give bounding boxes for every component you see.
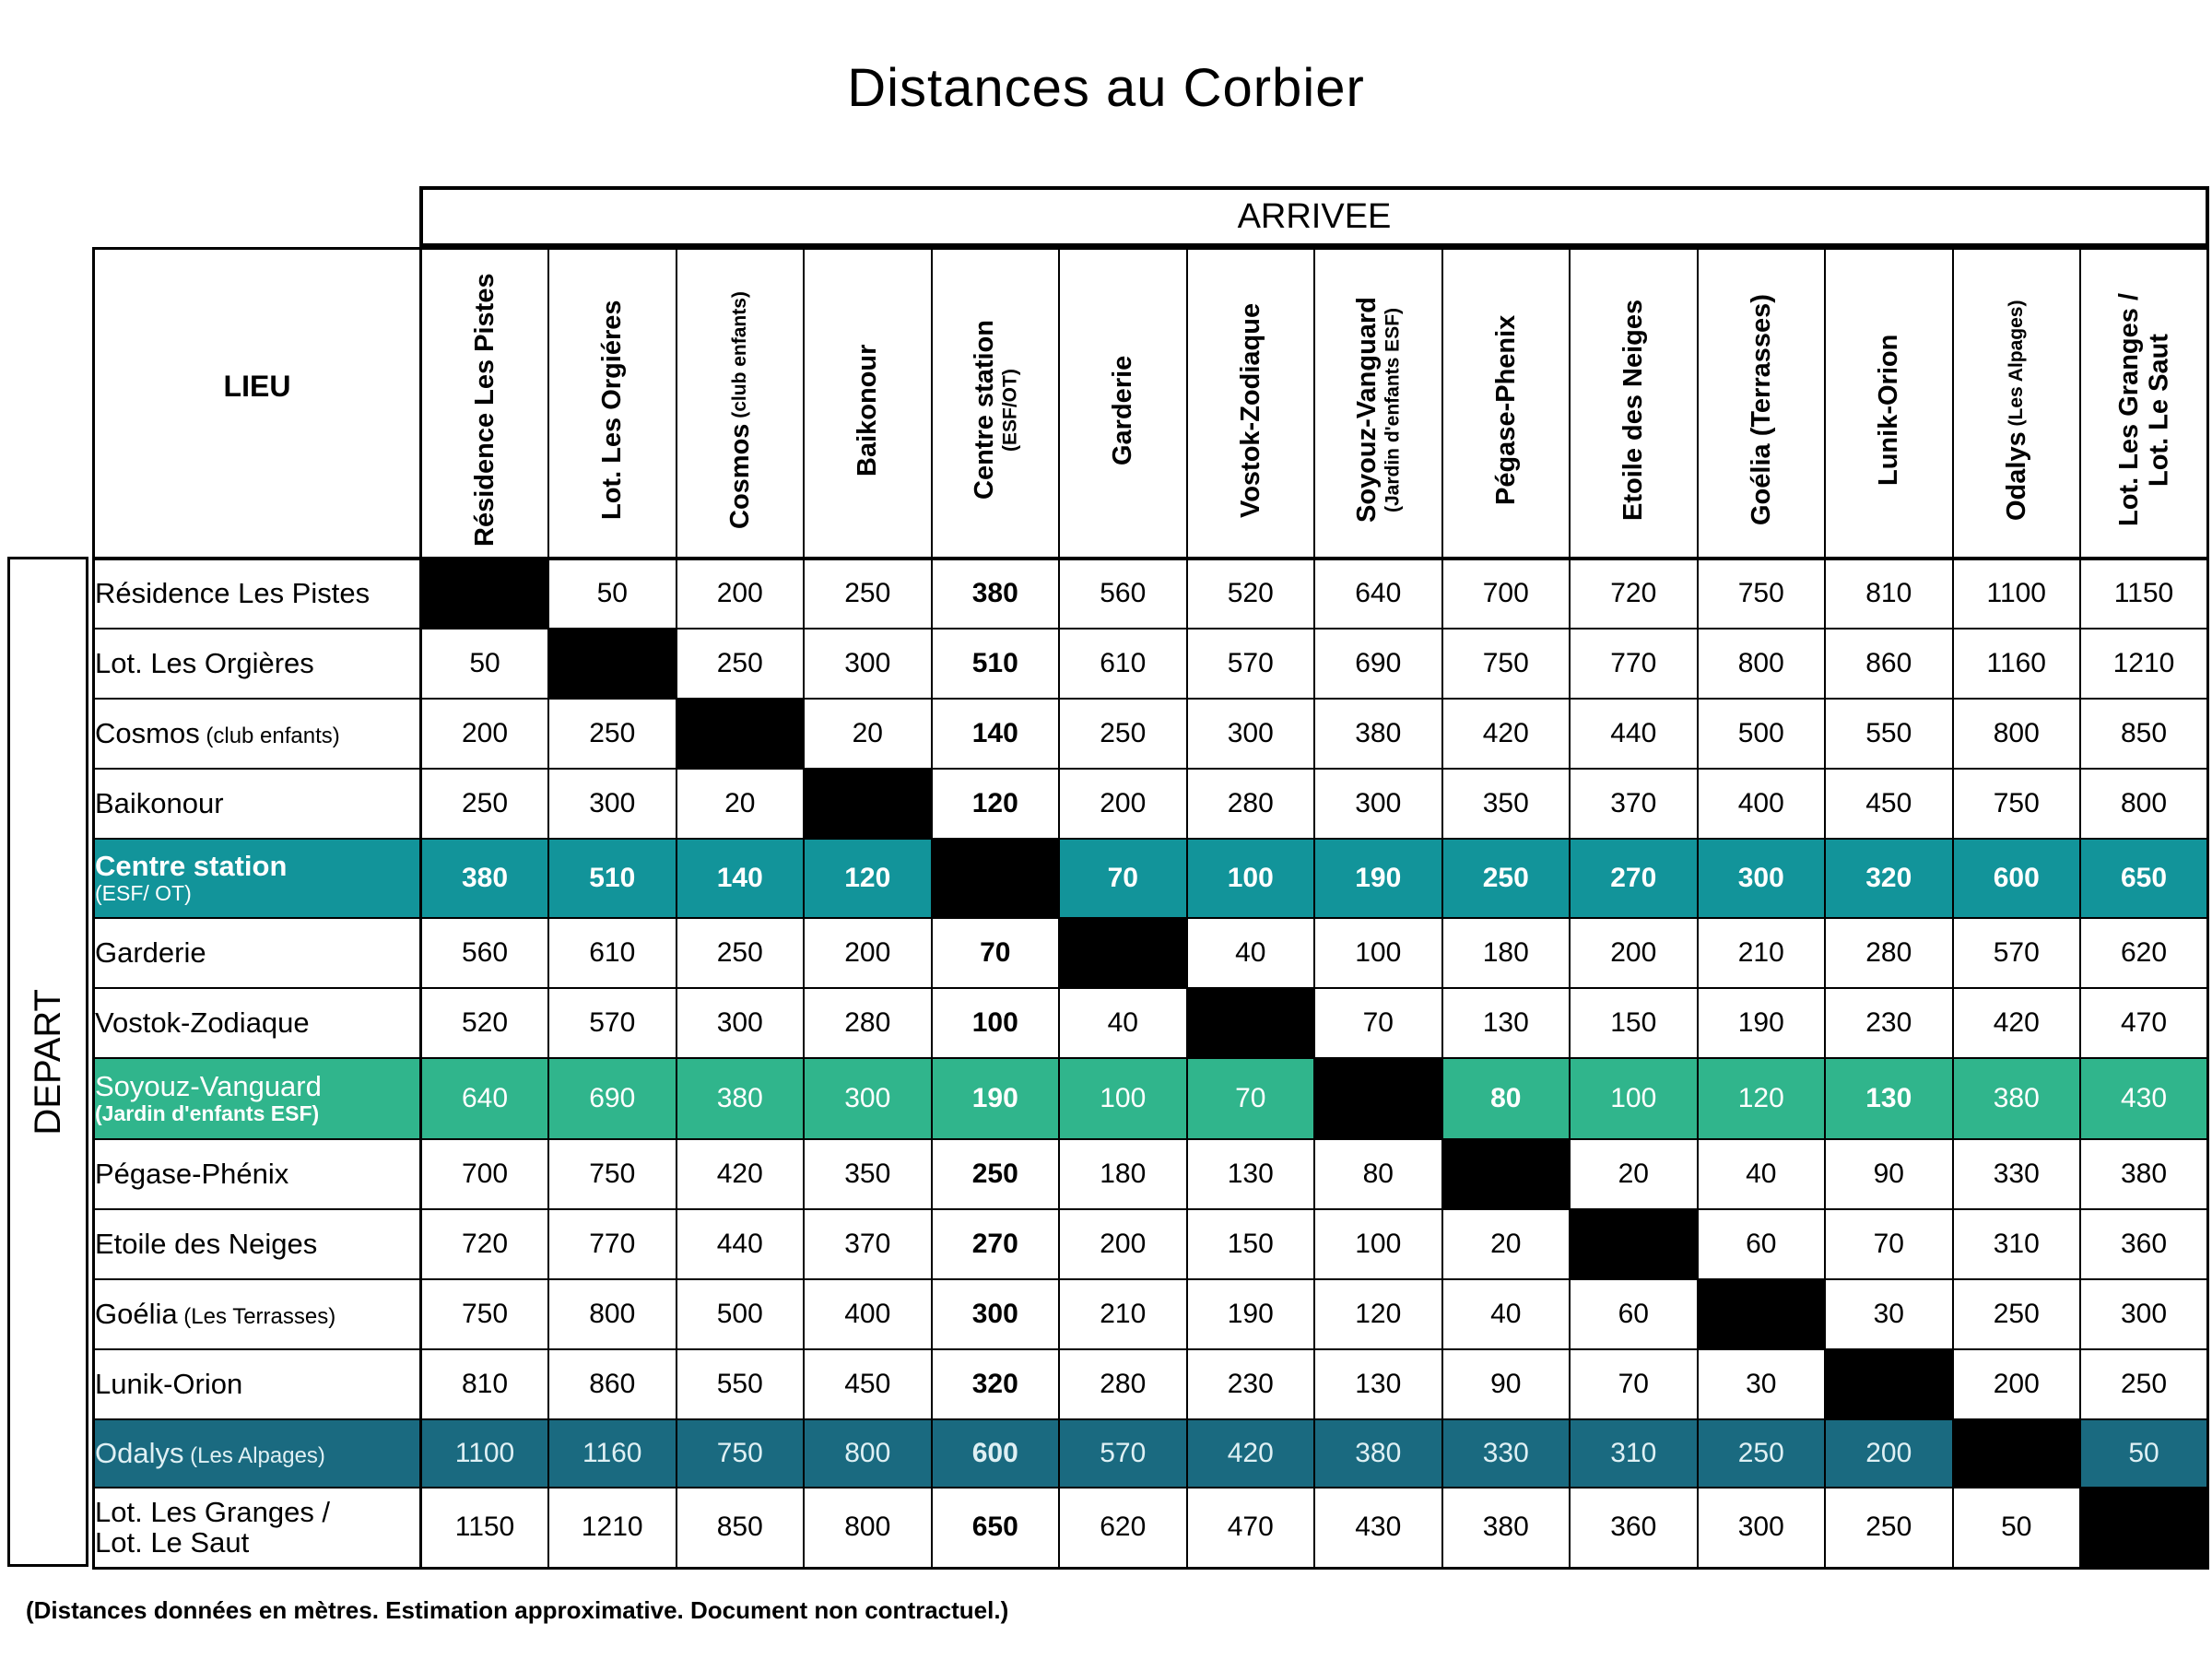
page-title: Distances au Corbier [847, 58, 1365, 118]
distance-cell-3-5: 140 [932, 699, 1060, 769]
distance-cell-5-2: 510 [548, 839, 677, 918]
distance-cell-10-5: 270 [932, 1209, 1060, 1279]
distance-cell-11-3: 500 [677, 1279, 805, 1349]
distance-cell-12-4: 450 [804, 1349, 932, 1419]
table-row-12 [94, 1349, 2208, 1419]
diagonal-cell-12 [1825, 1349, 1953, 1419]
distance-cell-10-1: 720 [421, 1209, 549, 1279]
distance-cell-9-5: 250 [932, 1139, 1060, 1209]
distance-cell-5-11: 300 [1698, 839, 1826, 918]
distance-cell-4-1: 250 [421, 769, 549, 839]
distance-cell-9-6: 180 [1059, 1139, 1187, 1209]
distance-cell-11-8: 120 [1314, 1279, 1442, 1349]
distance-cell-11-9: 40 [1442, 1279, 1571, 1349]
distance-cell-14-8: 430 [1314, 1488, 1442, 1569]
distance-cell-10-4: 370 [804, 1209, 932, 1279]
distance-cell-4-3: 20 [677, 769, 805, 839]
distance-cell-11-10: 60 [1570, 1279, 1698, 1349]
distance-cell-2-10: 770 [1570, 629, 1698, 699]
distance-cell-7-1: 520 [421, 988, 549, 1058]
table-header [94, 249, 2208, 559]
distance-cell-7-13: 420 [1953, 988, 2081, 1058]
distance-cell-5-7: 100 [1187, 839, 1315, 918]
table-row-10 [94, 1209, 2208, 1279]
distance-cell-14-4: 800 [804, 1488, 932, 1569]
row-label-4: Baikonour [94, 769, 421, 839]
distance-cell-12-8: 130 [1314, 1349, 1442, 1419]
distance-cell-2-11: 800 [1698, 629, 1826, 699]
col-header-7: Vostok-Zodiaque [1187, 249, 1315, 559]
distance-cell-4-8: 300 [1314, 769, 1442, 839]
distance-cell-1-5: 380 [932, 559, 1060, 629]
distance-cell-3-8: 380 [1314, 699, 1442, 769]
distance-cell-6-4: 200 [804, 918, 932, 988]
distance-cell-7-14: 470 [2080, 988, 2208, 1058]
distance-cell-9-2: 750 [548, 1139, 677, 1209]
col-header-3: Cosmos (club enfants) [677, 249, 805, 559]
row-label-10: Etoile des Neiges [94, 1209, 421, 1279]
distance-cell-12-9: 90 [1442, 1349, 1571, 1419]
table-row-9 [94, 1139, 2208, 1209]
distance-cell-5-6: 70 [1059, 839, 1187, 918]
diagonal-cell-1 [421, 559, 549, 629]
distance-cell-7-3: 300 [677, 988, 805, 1058]
distance-cell-14-7: 470 [1187, 1488, 1315, 1569]
distance-cell-6-5: 70 [932, 918, 1060, 988]
distance-cell-11-12: 30 [1825, 1279, 1953, 1349]
distance-cell-4-7: 280 [1187, 769, 1315, 839]
distance-cell-11-1: 750 [421, 1279, 549, 1349]
distance-cell-2-14: 1210 [2080, 629, 2208, 699]
distance-cell-12-11: 30 [1698, 1349, 1826, 1419]
distance-cell-5-1: 380 [421, 839, 549, 918]
distance-cell-4-6: 200 [1059, 769, 1187, 839]
distance-cell-8-12: 130 [1825, 1058, 1953, 1139]
distance-cell-1-6: 560 [1059, 559, 1187, 629]
distance-cell-10-12: 70 [1825, 1209, 1953, 1279]
col-header-9: Pégase-Phenix [1442, 249, 1571, 559]
col-header-5: Centre station (ESF/OT) [932, 249, 1060, 559]
distance-cell-13-11: 250 [1698, 1419, 1826, 1488]
arrivee-header-box [419, 186, 2209, 247]
distance-cell-7-8: 70 [1314, 988, 1442, 1058]
distance-cell-14-12: 250 [1825, 1488, 1953, 1569]
distance-cell-8-7: 70 [1187, 1058, 1315, 1139]
table-row-5 [94, 839, 2208, 918]
distance-cell-8-11: 120 [1698, 1058, 1826, 1139]
distance-cell-10-6: 200 [1059, 1209, 1187, 1279]
distance-cell-14-3: 850 [677, 1488, 805, 1569]
distance-cell-3-1: 200 [421, 699, 549, 769]
distance-cell-14-1: 1150 [421, 1488, 549, 1569]
distance-cell-2-7: 570 [1187, 629, 1315, 699]
header-row [94, 249, 2208, 559]
distance-cell-7-5: 100 [932, 988, 1060, 1058]
distance-cell-11-2: 800 [548, 1279, 677, 1349]
col-header-12: Lunik-Orion [1825, 249, 1953, 559]
distance-cell-13-12: 200 [1825, 1419, 1953, 1488]
distance-cell-4-11: 400 [1698, 769, 1826, 839]
table-row-13 [94, 1419, 2208, 1488]
row-label-11: Goélia (Les Terrasses) [94, 1279, 421, 1349]
distance-cell-13-3: 750 [677, 1419, 805, 1488]
distance-cell-1-11: 750 [1698, 559, 1826, 629]
distance-cell-5-4: 120 [804, 839, 932, 918]
table-row-14 [94, 1488, 2208, 1569]
distance-cell-2-9: 750 [1442, 629, 1571, 699]
distance-cell-9-10: 20 [1570, 1139, 1698, 1209]
distance-cell-3-7: 300 [1187, 699, 1315, 769]
row-label-13: Odalys (Les Alpages) [94, 1419, 421, 1488]
distance-cell-11-6: 210 [1059, 1279, 1187, 1349]
distance-cell-3-6: 250 [1059, 699, 1187, 769]
distance-cell-4-5: 120 [932, 769, 1060, 839]
distance-cell-9-14: 380 [2080, 1139, 2208, 1209]
lieu-header-cell: LIEU [94, 249, 421, 559]
distance-cell-10-9: 20 [1442, 1209, 1571, 1279]
distance-cell-11-14: 300 [2080, 1279, 2208, 1349]
distance-cell-4-13: 750 [1953, 769, 2081, 839]
distance-cell-8-2: 690 [548, 1058, 677, 1139]
distance-cell-6-14: 620 [2080, 918, 2208, 988]
distance-cell-10-2: 770 [548, 1209, 677, 1279]
distance-cell-14-2: 1210 [548, 1488, 677, 1569]
distance-cell-10-14: 360 [2080, 1209, 2208, 1279]
distance-cell-12-10: 70 [1570, 1349, 1698, 1419]
distance-cell-9-7: 130 [1187, 1139, 1315, 1209]
distance-cell-10-8: 100 [1314, 1209, 1442, 1279]
distance-cell-5-13: 600 [1953, 839, 2081, 918]
distance-cell-13-14: 50 [2080, 1419, 2208, 1488]
table-row-11 [94, 1279, 2208, 1349]
distance-cell-8-1: 640 [421, 1058, 549, 1139]
distance-cell-14-5: 650 [932, 1488, 1060, 1569]
distance-cell-1-13: 1100 [1953, 559, 2081, 629]
distance-cell-9-4: 350 [804, 1139, 932, 1209]
distance-cell-3-2: 250 [548, 699, 677, 769]
distance-cell-2-1: 50 [421, 629, 549, 699]
distance-cell-3-12: 550 [1825, 699, 1953, 769]
distance-cell-1-9: 700 [1442, 559, 1571, 629]
distance-cell-10-3: 440 [677, 1209, 805, 1279]
distance-cell-6-7: 40 [1187, 918, 1315, 988]
row-label-6: Garderie [94, 918, 421, 988]
distance-cell-9-8: 80 [1314, 1139, 1442, 1209]
distance-cell-7-10: 150 [1570, 988, 1698, 1058]
distance-cell-1-4: 250 [804, 559, 932, 629]
distance-cell-8-5: 190 [932, 1058, 1060, 1139]
distance-cell-8-9: 80 [1442, 1058, 1571, 1139]
distance-cell-7-2: 570 [548, 988, 677, 1058]
distance-cell-7-6: 40 [1059, 988, 1187, 1058]
diagonal-cell-14 [2080, 1488, 2208, 1569]
distance-cell-6-13: 570 [1953, 918, 2081, 988]
distance-cell-8-6: 100 [1059, 1058, 1187, 1139]
row-label-14: Lot. Les Granges / Lot. Le Saut [94, 1488, 421, 1569]
distance-cell-11-5: 300 [932, 1279, 1060, 1349]
distance-cell-7-4: 280 [804, 988, 932, 1058]
distance-cell-8-3: 380 [677, 1058, 805, 1139]
row-label-2: Lot. Les Orgières [94, 629, 421, 699]
distance-cell-2-12: 860 [1825, 629, 1953, 699]
diagonal-cell-6 [1059, 918, 1187, 988]
distance-cell-1-3: 200 [677, 559, 805, 629]
distance-cell-2-3: 250 [677, 629, 805, 699]
distance-cell-9-3: 420 [677, 1139, 805, 1209]
distance-cell-13-7: 420 [1187, 1419, 1315, 1488]
diagonal-cell-13 [1953, 1419, 2081, 1488]
row-label-12: Lunik-Orion [94, 1349, 421, 1419]
distance-cell-12-14: 250 [2080, 1349, 2208, 1419]
distance-cell-1-10: 720 [1570, 559, 1698, 629]
row-label-7: Vostok-Zodiaque [94, 988, 421, 1058]
distance-cell-2-4: 300 [804, 629, 932, 699]
distance-cell-6-8: 100 [1314, 918, 1442, 988]
diagonal-cell-7 [1187, 988, 1315, 1058]
distance-cell-2-5: 510 [932, 629, 1060, 699]
distance-cell-1-12: 810 [1825, 559, 1953, 629]
distance-cell-10-11: 60 [1698, 1209, 1826, 1279]
row-label-5: Centre station (ESF/ OT) [94, 839, 421, 918]
distance-cell-7-11: 190 [1698, 988, 1826, 1058]
col-header-14: Lot. Les Granges / Lot. Le Saut [2080, 249, 2208, 559]
footnote: (Distances données en mètres. Estimation approximative. Document non contractuel.) [26, 1596, 1009, 1624]
distance-cell-12-2: 860 [548, 1349, 677, 1419]
distance-cell-8-4: 300 [804, 1058, 932, 1139]
distance-cell-13-10: 310 [1570, 1419, 1698, 1488]
distance-cell-14-9: 380 [1442, 1488, 1571, 1569]
diagonal-cell-3 [677, 699, 805, 769]
distance-cell-5-12: 320 [1825, 839, 1953, 918]
distance-cell-4-10: 370 [1570, 769, 1698, 839]
distance-cell-6-12: 280 [1825, 918, 1953, 988]
distance-cell-13-1: 1100 [421, 1419, 549, 1488]
table-row-1 [94, 559, 2208, 629]
distance-cell-13-4: 800 [804, 1419, 932, 1488]
distance-table [92, 247, 2209, 1570]
distance-cell-3-9: 420 [1442, 699, 1571, 769]
distance-cell-2-8: 690 [1314, 629, 1442, 699]
table-body [94, 559, 2208, 1569]
table-row-7 [94, 988, 2208, 1058]
distance-cell-9-1: 700 [421, 1139, 549, 1209]
distance-cell-12-3: 550 [677, 1349, 805, 1419]
diagonal-cell-11 [1698, 1279, 1826, 1349]
distance-cell-8-10: 100 [1570, 1058, 1698, 1139]
distance-cell-8-13: 380 [1953, 1058, 2081, 1139]
distance-cell-1-8: 640 [1314, 559, 1442, 629]
distance-cell-14-11: 300 [1698, 1488, 1826, 1569]
distance-cell-6-1: 560 [421, 918, 549, 988]
distance-cell-3-10: 440 [1570, 699, 1698, 769]
col-header-4: Baikonour [804, 249, 932, 559]
distance-cell-6-2: 610 [548, 918, 677, 988]
table-row-3 [94, 699, 2208, 769]
distance-cell-12-5: 320 [932, 1349, 1060, 1419]
distance-cell-3-13: 800 [1953, 699, 2081, 769]
distance-cell-13-5: 600 [932, 1419, 1060, 1488]
distance-cell-14-10: 360 [1570, 1488, 1698, 1569]
distance-cell-12-13: 200 [1953, 1349, 2081, 1419]
distance-cell-12-6: 280 [1059, 1349, 1187, 1419]
distance-cell-11-13: 250 [1953, 1279, 2081, 1349]
distance-cell-14-13: 50 [1953, 1488, 2081, 1569]
row-label-1: Résidence Les Pistes [94, 559, 421, 629]
col-header-13: Odalys (Les Alpages) [1953, 249, 2081, 559]
distance-cell-3-4: 20 [804, 699, 932, 769]
distance-cell-4-9: 350 [1442, 769, 1571, 839]
distance-cell-5-10: 270 [1570, 839, 1698, 918]
distance-cell-8-14: 430 [2080, 1058, 2208, 1139]
diagonal-cell-5 [932, 839, 1060, 918]
distance-cell-2-13: 1160 [1953, 629, 2081, 699]
distance-cell-5-9: 250 [1442, 839, 1571, 918]
distance-cell-12-1: 810 [421, 1349, 549, 1419]
distance-cell-7-12: 230 [1825, 988, 1953, 1058]
table-row-6 [94, 918, 2208, 988]
distance-cell-14-6: 620 [1059, 1488, 1187, 1569]
distance-cell-5-3: 140 [677, 839, 805, 918]
distance-cell-10-13: 310 [1953, 1209, 2081, 1279]
row-label-9: Pégase-Phénix [94, 1139, 421, 1209]
depart-header-box [7, 557, 88, 1567]
distance-cell-13-8: 380 [1314, 1419, 1442, 1488]
distance-cell-11-7: 190 [1187, 1279, 1315, 1349]
distance-cell-6-10: 200 [1570, 918, 1698, 988]
row-label-3: Cosmos (club enfants) [94, 699, 421, 769]
diagonal-cell-9 [1442, 1139, 1571, 1209]
diagonal-cell-2 [548, 629, 677, 699]
distance-cell-6-3: 250 [677, 918, 805, 988]
diagonal-cell-4 [804, 769, 932, 839]
col-header-2: Lot. Les Orgiéres [548, 249, 677, 559]
col-header-8: Soyouz-Vanguard (Jardin d'enfants ESF) [1314, 249, 1442, 559]
distance-cell-5-8: 190 [1314, 839, 1442, 918]
distance-cell-6-11: 210 [1698, 918, 1826, 988]
distance-cell-10-7: 150 [1187, 1209, 1315, 1279]
distance-cell-13-6: 570 [1059, 1419, 1187, 1488]
table-row-2 [94, 629, 2208, 699]
distance-cell-3-14: 850 [2080, 699, 2208, 769]
distance-cell-4-2: 300 [548, 769, 677, 839]
distance-cell-13-2: 1160 [548, 1419, 677, 1488]
distance-cell-4-14: 800 [2080, 769, 2208, 839]
distance-cell-9-11: 40 [1698, 1139, 1826, 1209]
col-header-11: Goélia (Terrasses) [1698, 249, 1826, 559]
col-header-6: Garderie [1059, 249, 1187, 559]
distance-cell-3-11: 500 [1698, 699, 1826, 769]
arrivee-label: ARRIVEE [1237, 196, 1392, 236]
diagonal-cell-10 [1570, 1209, 1698, 1279]
distance-cell-1-7: 520 [1187, 559, 1315, 629]
depart-label: DEPART [27, 988, 68, 1135]
distance-cell-2-6: 610 [1059, 629, 1187, 699]
distance-cell-1-14: 1150 [2080, 559, 2208, 629]
distance-cell-13-9: 330 [1442, 1419, 1571, 1488]
distance-cell-4-12: 450 [1825, 769, 1953, 839]
table-row-8 [94, 1058, 2208, 1139]
diagonal-cell-8 [1314, 1058, 1442, 1139]
distance-cell-6-9: 180 [1442, 918, 1571, 988]
distance-cell-7-9: 130 [1442, 988, 1571, 1058]
distance-cell-1-2: 50 [548, 559, 677, 629]
distance-cell-11-4: 400 [804, 1279, 932, 1349]
row-label-8: Soyouz-Vanguard (Jardin d'enfants ESF) [94, 1058, 421, 1139]
table-row-4 [94, 769, 2208, 839]
distance-cell-9-12: 90 [1825, 1139, 1953, 1209]
col-header-10: Etoile des Neiges [1570, 249, 1698, 559]
distance-cell-9-13: 330 [1953, 1139, 2081, 1209]
col-header-1: Résidence Les Pistes [421, 249, 549, 559]
distance-cell-5-14: 650 [2080, 839, 2208, 918]
distance-cell-12-7: 230 [1187, 1349, 1315, 1419]
